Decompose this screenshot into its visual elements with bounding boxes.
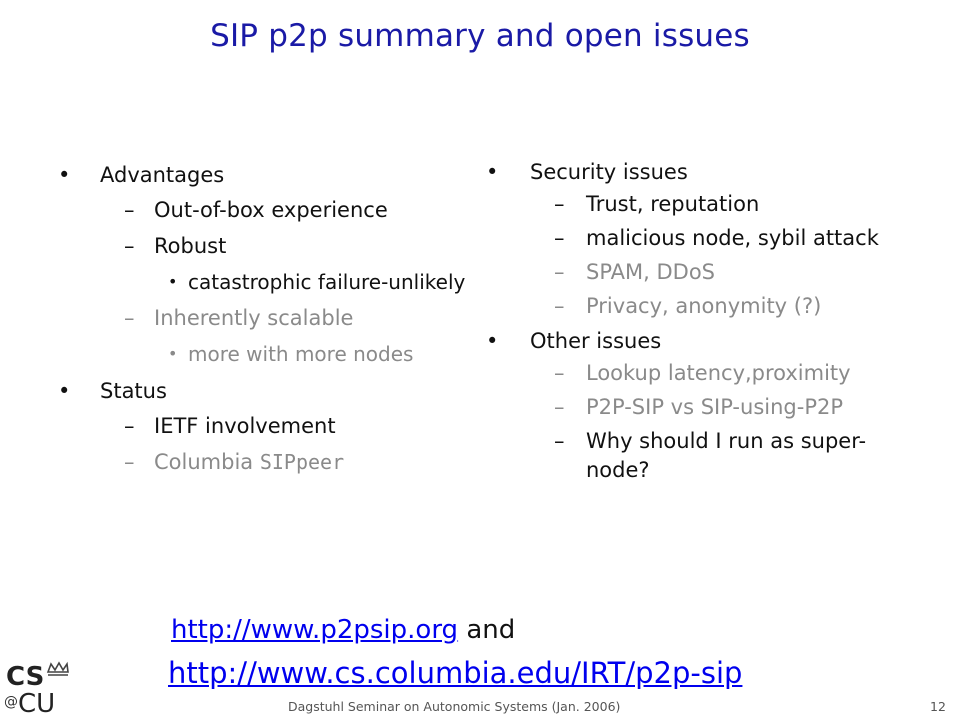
- bullet-other: [480, 326, 920, 356]
- dash-marker: –: [554, 294, 565, 318]
- dash-marker: –: [554, 361, 565, 385]
- and-text: and: [458, 615, 516, 645]
- p2psip-link[interactable]: http://www.p2psip.org: [171, 615, 459, 645]
- sub-item-text: malicious node, sybil attack: [586, 226, 879, 250]
- svg-text:CU: CU: [18, 689, 56, 716]
- dash-marker: –: [124, 414, 135, 438]
- sub-item-columbia: [52, 448, 472, 477]
- dash-marker: –: [554, 226, 565, 250]
- footer-text: Dagstuhl Seminar on Autonomic Systems (Jan. 2006): [288, 699, 621, 714]
- sub-item-robust: [52, 232, 472, 261]
- bullet-dot: •: [58, 379, 71, 403]
- bullet-status: [52, 376, 472, 406]
- bullet-text: Other issues: [530, 329, 662, 353]
- sippeer-code: SIPpeer: [259, 450, 345, 474]
- cs-at-cu-logo: [4, 660, 70, 716]
- sub-item-p2psip: [480, 393, 920, 422]
- sub-item-text: Lookup latency,proximity: [586, 361, 851, 385]
- sub-item-text: Privacy, anonymity (?): [586, 294, 822, 318]
- sub-sub-item-more-nodes: [52, 340, 472, 368]
- sub-item-text: Why should I run as super-node?: [586, 429, 867, 482]
- dash-marker: –: [124, 234, 135, 258]
- sub-item-malicious: [480, 224, 920, 253]
- sub-sub-item-text: more with more nodes: [188, 342, 414, 366]
- sub-sub-item-text: catastrophic failure-unlikely: [188, 270, 466, 294]
- sub-item-ietf: [52, 412, 472, 441]
- bullet-dot: •: [58, 163, 71, 187]
- sub-item-text: SPAM, DDoS: [586, 260, 716, 284]
- svg-text:@: @: [4, 694, 18, 710]
- bullet-dot: •: [168, 344, 178, 363]
- dash-marker: –: [124, 198, 135, 222]
- sub-item-lookup: [480, 359, 920, 388]
- bullet-security: [480, 157, 920, 187]
- sub-item-text: P2P-SIP vs SIP-using-P2P: [586, 395, 844, 419]
- sub-item-text: Robust: [154, 234, 227, 258]
- link-line-2: [168, 656, 742, 690]
- sub-item-privacy: [480, 292, 920, 321]
- sub-item-text: Out-of-box experience: [154, 198, 388, 222]
- dash-marker: –: [554, 192, 565, 216]
- dash-marker: –: [124, 450, 135, 474]
- crown-icon: [48, 663, 68, 675]
- bullet-dot: •: [486, 329, 499, 353]
- sub-item-trust: [480, 190, 920, 219]
- sub-item-text: Columbia: [154, 450, 260, 474]
- slide-title: SIP p2p summary and open issues: [210, 18, 750, 54]
- bullet-text: Status: [100, 379, 167, 403]
- bullet-dot: •: [168, 272, 178, 291]
- sub-sub-item-catastrophic: [52, 268, 472, 296]
- sub-item-text: Inherently scalable: [154, 306, 354, 330]
- page-number: 12: [930, 699, 946, 714]
- sub-item-why: [480, 427, 920, 485]
- bullet-text: Advantages: [100, 163, 225, 187]
- sub-item-text: IETF involvement: [154, 414, 336, 438]
- right-column: [480, 155, 920, 490]
- sub-item-scalable: [52, 304, 472, 333]
- sub-item-out-of-box: [52, 196, 472, 225]
- bullet-dot: •: [486, 160, 499, 184]
- dash-marker: –: [554, 260, 565, 284]
- dash-marker: –: [554, 429, 565, 453]
- dash-marker: –: [554, 395, 565, 419]
- dash-marker: –: [124, 306, 135, 330]
- left-column: [52, 158, 472, 484]
- bullet-text: Security issues: [530, 160, 688, 184]
- sub-item-spam: [480, 258, 920, 287]
- bullet-advantages: [52, 160, 472, 190]
- sub-item-text: Trust, reputation: [586, 192, 760, 216]
- link-line-1: [171, 615, 515, 645]
- svg-text:CS: CS: [6, 662, 45, 692]
- columbia-p2p-sip-link[interactable]: http://www.cs.columbia.edu/IRT/p2p-sip: [168, 656, 743, 690]
